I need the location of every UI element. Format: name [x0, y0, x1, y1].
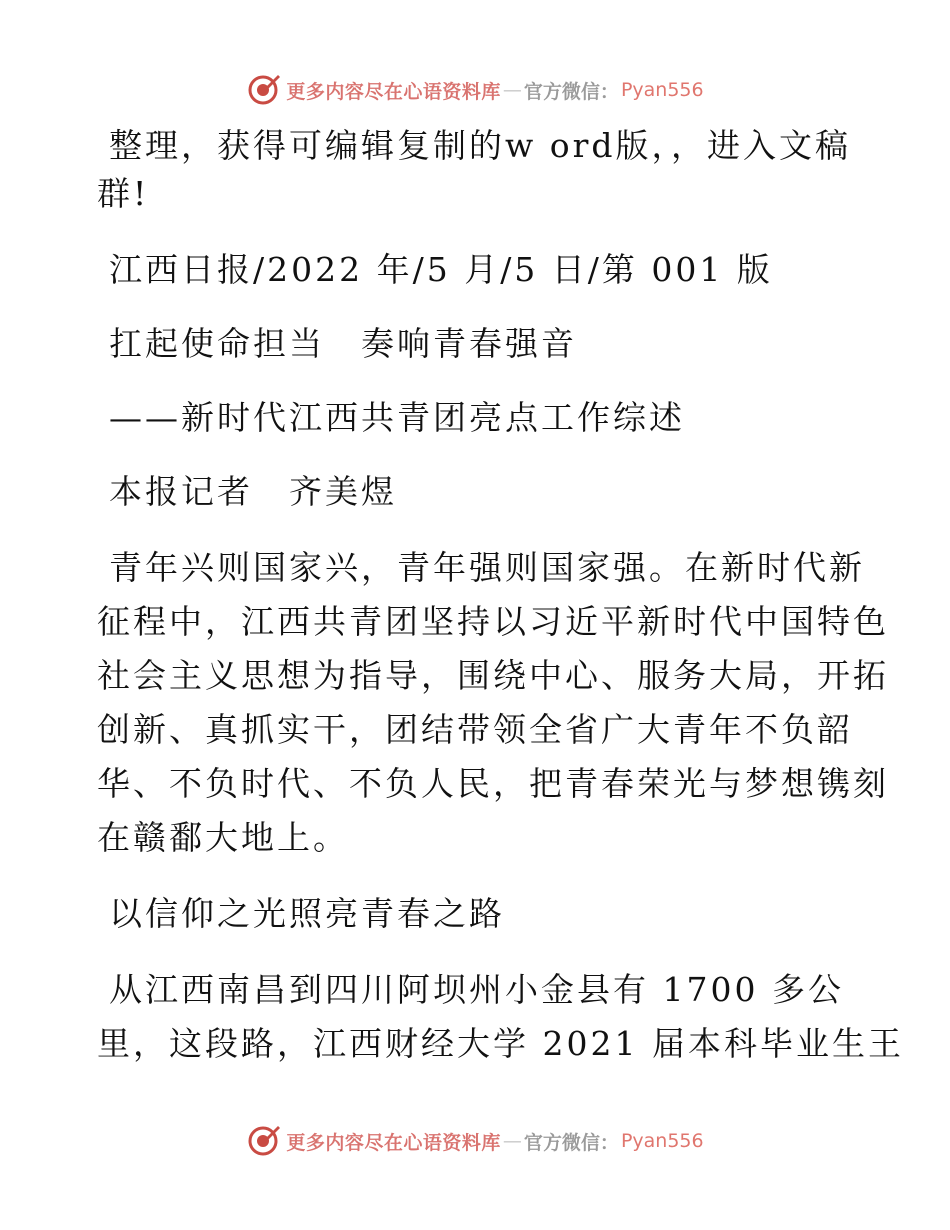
paragraph-1-line: 创新、真抓实干，团结带领全省广大青年不负韶 [97, 710, 853, 749]
pen-logo-icon [246, 72, 282, 108]
document-body [97, 122, 904, 1068]
paragraph-1 [97, 544, 889, 862]
watermark-wechat-label: 官方微信： [523, 1131, 619, 1154]
subtitle: ——新时代江西共青团亮点工作综述 [109, 398, 685, 437]
paragraph-2-line: 从江西南昌到四川阿坝州小金县有 1700 多公 [109, 970, 844, 1009]
intro-line-2: 群! [97, 174, 150, 213]
watermark-separator: — [502, 79, 522, 101]
paragraph-1-line: 华、不负时代、不负人民，把青春荣光与梦想镌刻 [97, 764, 889, 803]
pen-logo-icon [246, 1123, 282, 1159]
watermark-wechat-id: Pyan556 [620, 1130, 704, 1152]
watermark-wechat-label: 官方微信： [523, 80, 619, 103]
paragraph-1-line: 在赣鄱大地上。 [97, 818, 349, 857]
headline: 扛起使命担当 奏响青春强音 [109, 324, 577, 363]
watermark-text: 更多内容尽在心语资料库 [286, 1131, 501, 1154]
footer-watermark [0, 1121, 950, 1161]
byline: 本报记者 齐美煜 [109, 472, 397, 511]
paragraph-2 [97, 966, 904, 1068]
watermark-wechat-id: Pyan556 [620, 79, 704, 101]
paragraph-1-line: 社会主义思想为指导，围绕中心、服务大局，开拓 [97, 656, 889, 695]
watermark-separator: — [502, 1130, 522, 1152]
paragraph-2-line: 里，这段路，江西财经大学 2021 届本科毕业生王 [97, 1024, 904, 1063]
watermark-text: 更多内容尽在心语资料库 [286, 80, 501, 103]
section-heading: 以信仰之光照亮青春之路 [109, 894, 505, 933]
dateline: 江西日报/2022 年/5 月/5 日/第 001 版 [109, 250, 773, 289]
paragraph-1-line: 青年兴则国家兴，青年强则国家强。在新时代新 [109, 548, 865, 587]
paragraph-1-line: 征程中，江西共青团坚持以习近平新时代中国特色 [97, 602, 889, 641]
header-watermark [0, 70, 950, 110]
intro-line-1: 整理，获得可编辑复制的w ord版，，进入文稿 [109, 126, 852, 165]
